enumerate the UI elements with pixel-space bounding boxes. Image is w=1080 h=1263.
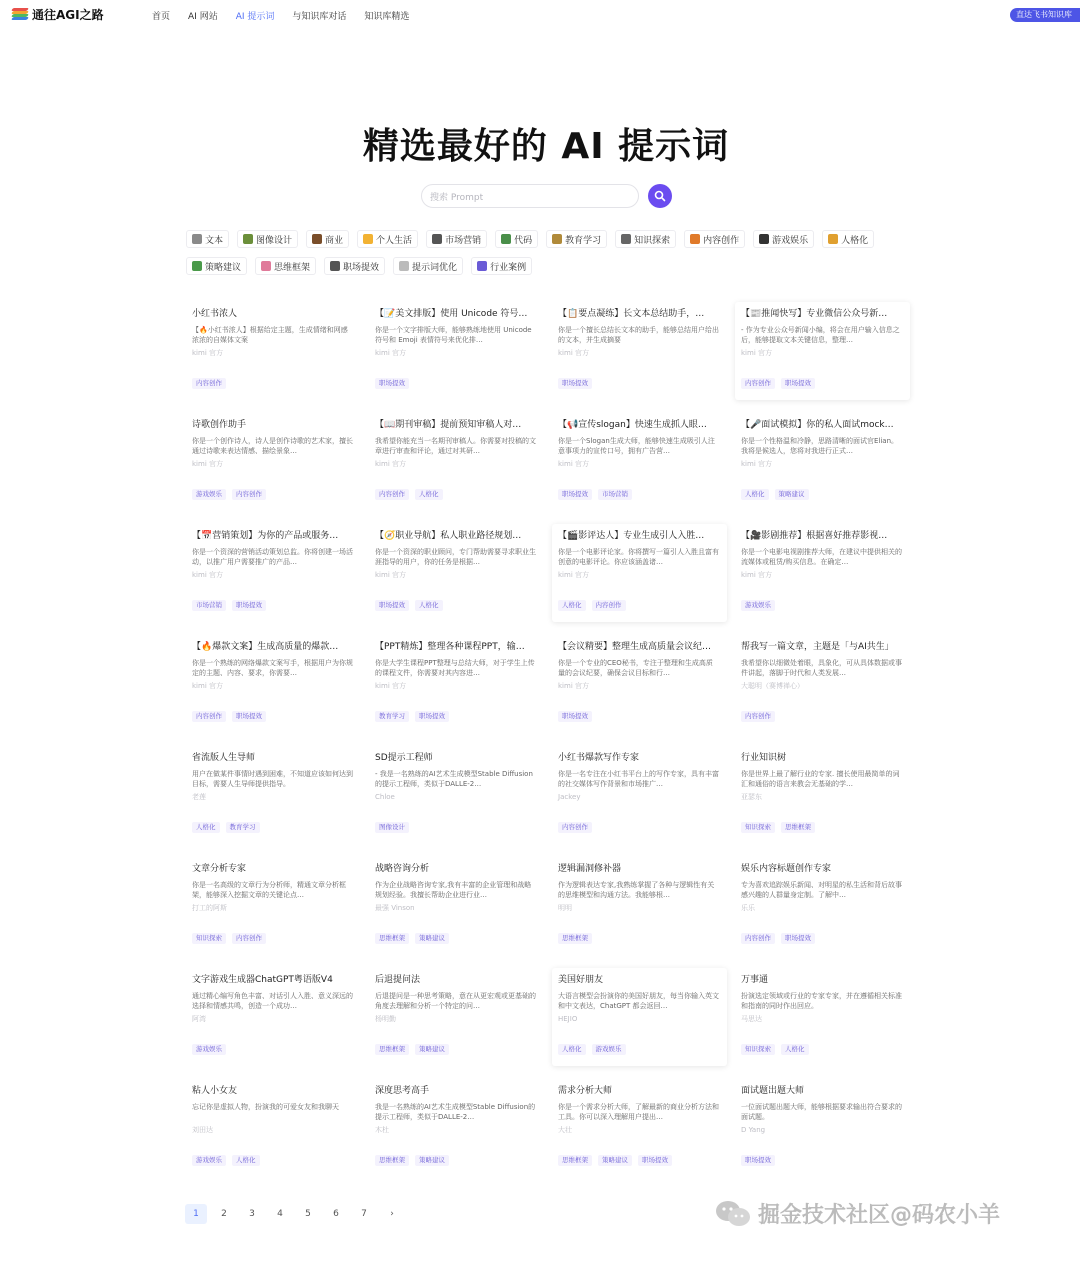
prompt-author: kimi 官方 [741,349,772,357]
prompt-tag[interactable]: 人格化 [558,1044,586,1055]
prompt-title: 【PPT精炼】整理各种课程PPT，输… [375,642,525,652]
prompt-tag[interactable]: 职场提效 [415,711,449,722]
watermark-text: 掘金技术社区@码农小羊 [758,1203,1001,1228]
prompt-card[interactable] [369,524,544,622]
category-label: 图像设计 [256,235,293,246]
prompt-author: Jackey [558,793,581,801]
search-icon [654,190,666,202]
prompt-author: kimi 官方 [375,682,406,690]
prompt-description: 你是一个文字排版大师，能够熟练地使用 Unicode 符号和 Emoji 表情符号来优化排… [375,326,532,344]
prompt-author: 乐乐 [741,904,755,912]
prompt-description: 我是一名熟练的AI艺术生成模型Stable Diffusion的提示工程师，类似于DALLE-2… [375,1103,536,1121]
prompt-card[interactable] [186,413,361,511]
prompt-tag[interactable]: 策略建议 [415,1155,449,1166]
face-icon [828,234,838,244]
prompt-author: kimi 官方 [741,571,772,579]
prompt-card[interactable] [186,746,361,844]
prompt-tag[interactable]: 知识探索 [741,822,775,833]
search-box [421,184,639,208]
category-chip[interactable] [495,230,538,248]
prompt-tags [192,378,226,389]
prompt-tags [558,378,592,389]
category-chip[interactable] [186,230,229,248]
category-label: 游戏娱乐 [772,235,809,246]
prompt-title: 【📋要点凝练】长文本总结助手，… [558,309,705,319]
page-number[interactable]: 2 [221,1209,227,1219]
prompt-card[interactable] [369,413,544,511]
search-input[interactable] [422,187,638,209]
prompt-description: 你是一个电影评论家。你将撰写一篇引人入胜且富有创意的电影评论。你应该涵盖诸… [558,548,719,566]
nav-item[interactable]: 首页 [152,12,171,22]
prompt-card[interactable] [369,857,544,955]
prompt-card[interactable] [552,524,727,622]
prompt-tags [375,378,409,389]
prompt-tag[interactable]: 职场提效 [558,489,592,500]
prompt-description: 你是一个Slogan生成大师，能够快速生成吸引人注意事项力的宣传口号，拥有广告营… [558,437,715,455]
prompt-title: 面试题出题大师 [741,1086,805,1096]
prompt-tag[interactable]: 游戏娱乐 [192,1044,226,1055]
prompt-tag[interactable]: 知识探索 [192,933,226,944]
worker-icon [330,261,340,271]
category-chip[interactable] [426,230,487,248]
prompt-tag[interactable]: 人格化 [192,822,220,833]
next-page-button[interactable]: › [390,1209,394,1219]
prompt-tag[interactable]: 人格化 [781,1044,809,1055]
prompt-tag[interactable]: 内容创作 [741,711,775,722]
prompt-tag[interactable]: 职场提效 [375,600,409,611]
prompt-author: kimi 官方 [192,571,223,579]
prompt-title: 【📢宣传slogan】快速生成抓人眼… [558,420,707,430]
prompt-card[interactable] [735,302,910,400]
prompt-card[interactable] [186,302,361,400]
prompt-description: 通过精心编写角色丰富、对话引人入胜、意义深远的选择和情感共鸣，创造一个成功… [192,992,353,1010]
brain-icon [261,261,271,271]
prompt-card[interactable] [552,968,727,1066]
prompt-card[interactable] [186,635,361,733]
prompt-description: 你是一名专注在小红书平台上的写作专家，具有丰富的社交媒体写作背景和市场推广… [558,770,719,788]
prompt-tags [192,600,266,611]
prompt-card[interactable] [369,746,544,844]
prompt-tag[interactable]: 内容创作 [192,378,226,389]
prompt-author: Chloe [375,793,395,801]
prompt-author: kimi 官方 [192,349,223,357]
prompt-tag[interactable]: 游戏娱乐 [741,600,775,611]
prompt-title: 需求分析大师 [558,1086,613,1096]
prompt-tags [558,933,592,944]
prompt-description: 大语言模型会扮演你的美国好朋友，每当你输入英文和中文表达，ChatGPT 都会返回… [558,992,719,1010]
prompt-card[interactable] [552,413,727,511]
prompt-author: 亚瑟东 [741,793,762,801]
page-title: 精选最好的 AI 提示词 [362,126,730,167]
prompt-title: 【🎥影剧推荐】根据喜好推荐影视… [741,531,888,541]
prompt-author: kimi 官方 [375,571,406,579]
globe-icon [477,261,487,271]
prompt-author: 打工的阿斯 [192,904,227,912]
category-chip[interactable] [753,230,814,248]
category-label: 职场提效 [343,262,380,273]
prompt-description: 我希望你能充当一名期刊审稿人。你需要对投稿的文章进行审查和评论，通过对其研… [375,437,536,455]
document-icon [192,234,202,244]
prompt-title: 小红书浓人 [192,309,238,319]
category-label: 行业案例 [490,262,527,273]
prompt-description: - 作为专业公众号新闻小编，将会在用户输入信息之后，能够提取文本关键信息，整理… [741,326,900,344]
prompt-tag[interactable]: 游戏娱乐 [192,1155,226,1166]
prompt-description: 你是一个创作诗人，诗人是创作诗歌的艺术家，擅长通过诗歌来表达情感、描绘景象… [192,437,353,455]
prompt-tags [741,1155,775,1166]
prompt-title: 粘人小女友 [192,1086,238,1096]
prompt-title: 【📰推闻快写】专业微信公众号新… [741,309,888,319]
category-chip[interactable] [357,230,418,248]
microscope-icon [621,234,631,244]
prompt-tag[interactable]: 职场提效 [375,378,409,389]
prompt-tags [558,600,626,611]
prompt-description: 你是世界上最了解行业的专家. 擅长使用最简单的词汇和通俗的语言来教会无基础的学… [741,770,900,788]
prompt-tags [375,711,449,722]
prompt-title: 【🎤面试模拟】你的私人面试mock… [741,420,894,430]
prompt-tags [375,822,409,833]
prompt-description: 扮演选定领域或行业的专家专家，并在遵循相关标准和指南的同时作出回应。 [741,992,902,1010]
prompt-tag[interactable]: 职场提效 [232,600,266,611]
prompt-author: 刘田达 [192,1126,213,1134]
watermark [714,1198,1000,1229]
prompt-card[interactable] [369,635,544,733]
prompt-description: 你是一个擅长总结长文本的助手，能够总结用户给出的文本，并生成摘要 [558,326,719,344]
prompt-card[interactable] [369,1079,544,1177]
prompt-tag[interactable]: 职场提效 [781,933,815,944]
category-filter-bar [186,230,906,275]
category-chip[interactable] [393,257,463,275]
prompt-description: 我希望你以细微处着眼，具象化，可从具体数据或事件讲起，落脚于时代和人类发展… [741,659,902,677]
prompt-card[interactable] [735,635,910,733]
feishu-knowledge-base-button[interactable]: 直达飞书知识库 [1010,8,1080,22]
prompt-tag[interactable]: 教育学习 [375,711,409,722]
prompt-description: 作为企业战略咨询专家,我有丰富的企业管理和战略规划经验。我擅长帮助企业进行业… [375,881,532,899]
prompt-author: kimi 官方 [558,460,589,468]
prompt-tags [558,822,592,833]
prompt-tags [192,1044,226,1055]
prompt-author: kimi 官方 [558,571,589,579]
category-label: 文本 [205,235,224,246]
prompt-tag[interactable]: 人格化 [558,600,586,611]
prompt-tag[interactable]: 思维框架 [375,933,409,944]
prompt-description: 一位面试题出题大师，能够根据要求输出符合要求的面试题。 [741,1103,902,1121]
main-nav [152,9,409,22]
prompt-tags [192,822,260,833]
prompt-tag[interactable]: 游戏娱乐 [192,489,226,500]
prompt-tag[interactable]: 内容创作 [192,711,226,722]
prompt-description: 你是一个资深的营销活动策划总监。你将创建一场活动，以推广用户需要推广的产品… [192,548,353,566]
category-label: 思维框架 [274,262,311,273]
category-label: 内容创作 [703,235,740,246]
category-label: 知识探索 [634,235,671,246]
prompt-card[interactable] [186,857,361,955]
site-logo[interactable] [12,6,104,23]
prompt-tag[interactable]: 职场提效 [232,711,266,722]
megaphone-icon [432,234,442,244]
page-number[interactable]: 1 [185,1204,207,1224]
prompt-card[interactable] [552,302,727,400]
prompt-tags [192,933,266,944]
prompt-author: kimi 官方 [375,460,406,468]
prompt-description: 忘记你是虚拟人物，扮演我的可爱女友和我聊天 [192,1103,339,1111]
prompt-author: kimi 官方 [558,349,589,357]
prompt-tags [192,711,266,722]
category-chip[interactable] [324,257,385,275]
nav-item[interactable]: 知识库精选 [364,12,410,22]
prompt-card[interactable] [369,968,544,1066]
prompt-tag[interactable]: 思维框架 [375,1155,409,1166]
prompt-tag[interactable]: 游戏娱乐 [592,1044,626,1055]
category-label: 商业 [325,235,344,246]
prompt-title: 省流版人生导师 [192,753,256,763]
gamepad-icon [759,234,769,244]
prompt-title: 帮我写一篇文章，主题是「与AI共生」 [741,642,894,652]
prompt-author: D Yang [741,1126,766,1134]
prompt-tag[interactable]: 教育学习 [226,822,260,833]
nav-item[interactable]: AI 网站 [188,12,218,22]
prompt-tags [741,378,815,389]
category-label: 策略建议 [205,262,242,273]
category-chip[interactable] [822,230,874,248]
prompt-card[interactable] [735,746,910,844]
prompt-card-grid [186,302,916,1177]
category-chip[interactable] [684,230,745,248]
prompt-card[interactable] [552,635,727,733]
prompt-tag[interactable]: 人格化 [741,489,769,500]
page-number[interactable]: 4 [277,1209,283,1219]
page-number[interactable]: 3 [249,1209,255,1219]
prompt-author: 木杜 [375,1126,389,1134]
prompt-card[interactable] [552,857,727,955]
prompt-title: 【会议精要】整理生成高质量会议纪… [558,642,712,652]
prompt-tag[interactable]: 策略建议 [775,489,809,500]
prompt-tag[interactable]: 市场营销 [192,600,226,611]
book-icon [552,234,562,244]
prompt-card[interactable] [369,302,544,400]
prompt-title: 逻辑漏洞修补器 [558,864,622,874]
pagination [185,1204,403,1224]
category-chip[interactable] [615,230,676,248]
prompt-author: 大壮 [558,1126,572,1134]
prompt-card[interactable] [186,1079,361,1177]
briefcase-icon [312,234,322,244]
prompt-tag[interactable]: 思维框架 [558,1155,592,1166]
prompt-tags [192,1155,260,1166]
prompt-description: 后退提问是一种思考策略，意在从更宏观或更基础的角度去理解和分析一个特定的问… [375,992,536,1010]
smile-icon [363,234,373,244]
prompt-title: 美国好朋友 [558,975,604,985]
nav-item[interactable]: AI 提示词 [235,12,275,22]
nav-item[interactable]: 与知识库对话 [292,12,347,22]
prompt-title: 深度思考高手 [375,1086,430,1096]
category-label: 个人生活 [376,235,413,246]
prompt-title: SD提示工程师 [375,753,433,763]
prompt-card[interactable] [735,524,910,622]
page-number[interactable]: 7 [361,1209,367,1219]
prompt-card[interactable] [186,524,361,622]
prompt-title: 万事通 [741,975,769,985]
prompt-description: 专为喜欢追踪娱乐新闻、对明星的私生活和背后故事感兴趣的人群量身定制。了解中… [741,881,902,899]
prompt-title: 小红书爆款写作专家 [558,753,640,763]
prompt-tags [375,1044,449,1055]
prompt-author: 明明 [558,904,572,912]
prompt-tag[interactable]: 内容创作 [741,933,775,944]
prompt-author: 杨明勤 [375,1015,396,1023]
prompt-author: HEJIO [558,1015,578,1023]
prompt-tags [741,822,815,833]
category-label: 提示词优化 [412,262,458,273]
prompt-author: 马思达 [741,1015,762,1023]
prompt-description: 作为逻辑表达专家,我熟练掌握了各种与逻辑性有关的思维模型和沟通方法。我能够根… [558,881,715,899]
prompt-description: 用户在做某件事情时遇到困难，不知道应该如何达到目标，需要人生导师提供指导。 [192,770,353,788]
category-label: 人格化 [841,235,869,246]
square-icon [399,261,409,271]
prompt-title: 【🔥爆款文案】生成高质量的爆款… [192,642,339,652]
prompt-description: 你是一个需求分析大师，了解最新的商业分析方法和工具。你可以深入理解用户提出… [558,1103,719,1121]
logo-text: 通往AGI之路 [32,8,104,22]
prompt-card[interactable] [735,857,910,955]
prompt-tags [741,600,775,611]
category-chip[interactable] [306,230,349,248]
prompt-title: 文字游戏生成器ChatGPT粤语版V4 [192,975,333,985]
prompt-title: 【📅营销策划】为你的产品或服务… [192,531,339,541]
prompt-tags [375,933,449,944]
prompt-author: kimi 官方 [558,682,589,690]
prompt-tags [558,489,632,500]
prompt-card[interactable] [735,968,910,1066]
prompt-tag[interactable]: 知识探索 [741,1044,775,1055]
prompt-tag[interactable]: 人格化 [415,489,443,500]
prompt-description: 你是一个熟练的网络爆款文案写手，根据用户为你规定的主题、内容、要求，你需要… [192,659,353,677]
prompt-card[interactable] [735,413,910,511]
rainbow-logo-icon [12,8,28,22]
prompt-card[interactable] [186,968,361,1066]
prompt-tags [375,600,443,611]
prompt-description: 你是大学生课程PPT整理与总结大师，对于学生上传的课程文件，你需要对其内容进… [375,659,535,677]
category-label: 代码 [514,235,533,246]
prompt-tag[interactable]: 内容创作 [741,378,775,389]
prompt-description: 你是一名高级的文章行为分析师，精通文章分析框架，能够深入挖掘文章的关键论点… [192,881,346,899]
top-header [0,0,1080,30]
prompt-tags [741,489,809,500]
prompt-author: 最强 Vinson [375,904,415,912]
prompt-tag[interactable]: 策略建议 [415,933,449,944]
prompt-card[interactable] [552,1079,727,1177]
category-label: 教育学习 [565,235,602,246]
prompt-tag[interactable]: 思维框架 [375,1044,409,1055]
prompt-title: 【🧭职业导航】私人职业路径规划… [375,531,522,541]
prompt-tags [558,1044,626,1055]
page-number[interactable]: 5 [305,1209,311,1219]
prompt-description: - 我是一名熟练的AI艺术生成模型Stable Diffusion的提示工程师，类似于DALLE-2… [375,770,533,788]
prompt-tags [192,489,266,500]
prompt-card[interactable] [552,746,727,844]
prompt-tags [741,1044,809,1055]
prompt-tag[interactable]: 市场营销 [598,489,632,500]
wechat-icon [714,1199,752,1229]
prompt-tag[interactable]: 职场提效 [638,1155,672,1166]
prompt-tag[interactable]: 图像设计 [375,822,409,833]
prompt-tags [375,489,443,500]
prompt-tag[interactable]: 策略建议 [415,1044,449,1055]
prompt-title: 【📖期刊审稿】提前预知审稿人对… [375,420,522,430]
prompt-author: kimi 官方 [192,682,223,690]
prompt-tag[interactable]: 内容创作 [375,489,409,500]
category-chip[interactable] [255,257,316,275]
prompt-tag[interactable]: 内容创作 [592,600,626,611]
image-icon [243,234,253,244]
prompt-author: kimi 官方 [375,349,406,357]
code-icon [501,234,511,244]
prompt-tag[interactable]: 策略建议 [598,1155,632,1166]
prompt-tag[interactable]: 人格化 [415,600,443,611]
category-chip[interactable] [471,257,532,275]
search-button[interactable] [648,184,672,208]
page-number[interactable]: 6 [333,1209,339,1219]
prompt-tag[interactable]: 思维框架 [781,822,815,833]
prompt-tag[interactable]: 职场提效 [558,378,592,389]
prompt-author: kimi 官方 [192,460,223,468]
money-icon [192,261,202,271]
prompt-title: 娱乐内容标题创作专家 [741,864,832,874]
prompt-title: 后退提问法 [375,975,421,985]
prompt-author: 大聪明（赛博禅心） [741,682,804,690]
prompt-description: 你是一个电影电视剧推荐大师，在建议中提供相关的流媒体或租赁/购买信息。在确定… [741,548,902,566]
prompt-title: 【🎬影评达人】专业生成引人入胜… [558,531,705,541]
prompt-author: 阿湾 [192,1015,206,1023]
category-chip[interactable] [237,230,298,248]
prompt-tags [558,1155,672,1166]
prompt-title: 【📝美文排版】使用 Unicode 符号… [375,309,528,319]
prompt-tags [558,711,592,722]
prompt-description: 你是一个专业的CEO秘书，专注于整理和生成高质量的会议纪要，确保会议目标和行… [558,659,713,677]
prompt-description: 【🔥小红书浓人】根据给定主题，生成情绪和网感浓浓的自媒体文案 [192,326,348,344]
prompt-tag[interactable]: 内容创作 [232,489,266,500]
category-chip[interactable] [546,230,607,248]
prompt-tag[interactable]: 职场提效 [558,711,592,722]
prompt-tags [375,1155,449,1166]
prompt-description: 你是一个资深的职业顾问，专门帮助需要寻求职业生涯指导的用户，你的任务是根据… [375,548,536,566]
prompt-title: 战略咨询分析 [375,864,430,874]
prompt-tags [741,933,815,944]
category-chip[interactable] [186,257,247,275]
prompt-title: 文章分析专家 [192,864,247,874]
prompt-tags [741,711,775,722]
prompt-author: 老莲 [192,793,206,801]
pen-icon [690,234,700,244]
prompt-tag[interactable]: 人格化 [232,1155,260,1166]
prompt-tag[interactable]: 职场提效 [781,378,815,389]
prompt-description: 你是一个性格温和冷静，思路清晰的面试官Elian。我将是候选人，您将对我进行正式… [741,437,899,455]
prompt-card[interactable] [735,1079,910,1177]
prompt-tag[interactable]: 内容创作 [558,822,592,833]
prompt-tag[interactable]: 思维框架 [558,933,592,944]
prompt-title: 诗歌创作助手 [192,420,247,430]
prompt-title: 行业知识树 [741,753,787,763]
category-label: 市场营销 [445,235,482,246]
prompt-author: kimi 官方 [741,460,772,468]
prompt-tag[interactable]: 内容创作 [232,933,266,944]
prompt-tag[interactable]: 职场提效 [741,1155,775,1166]
